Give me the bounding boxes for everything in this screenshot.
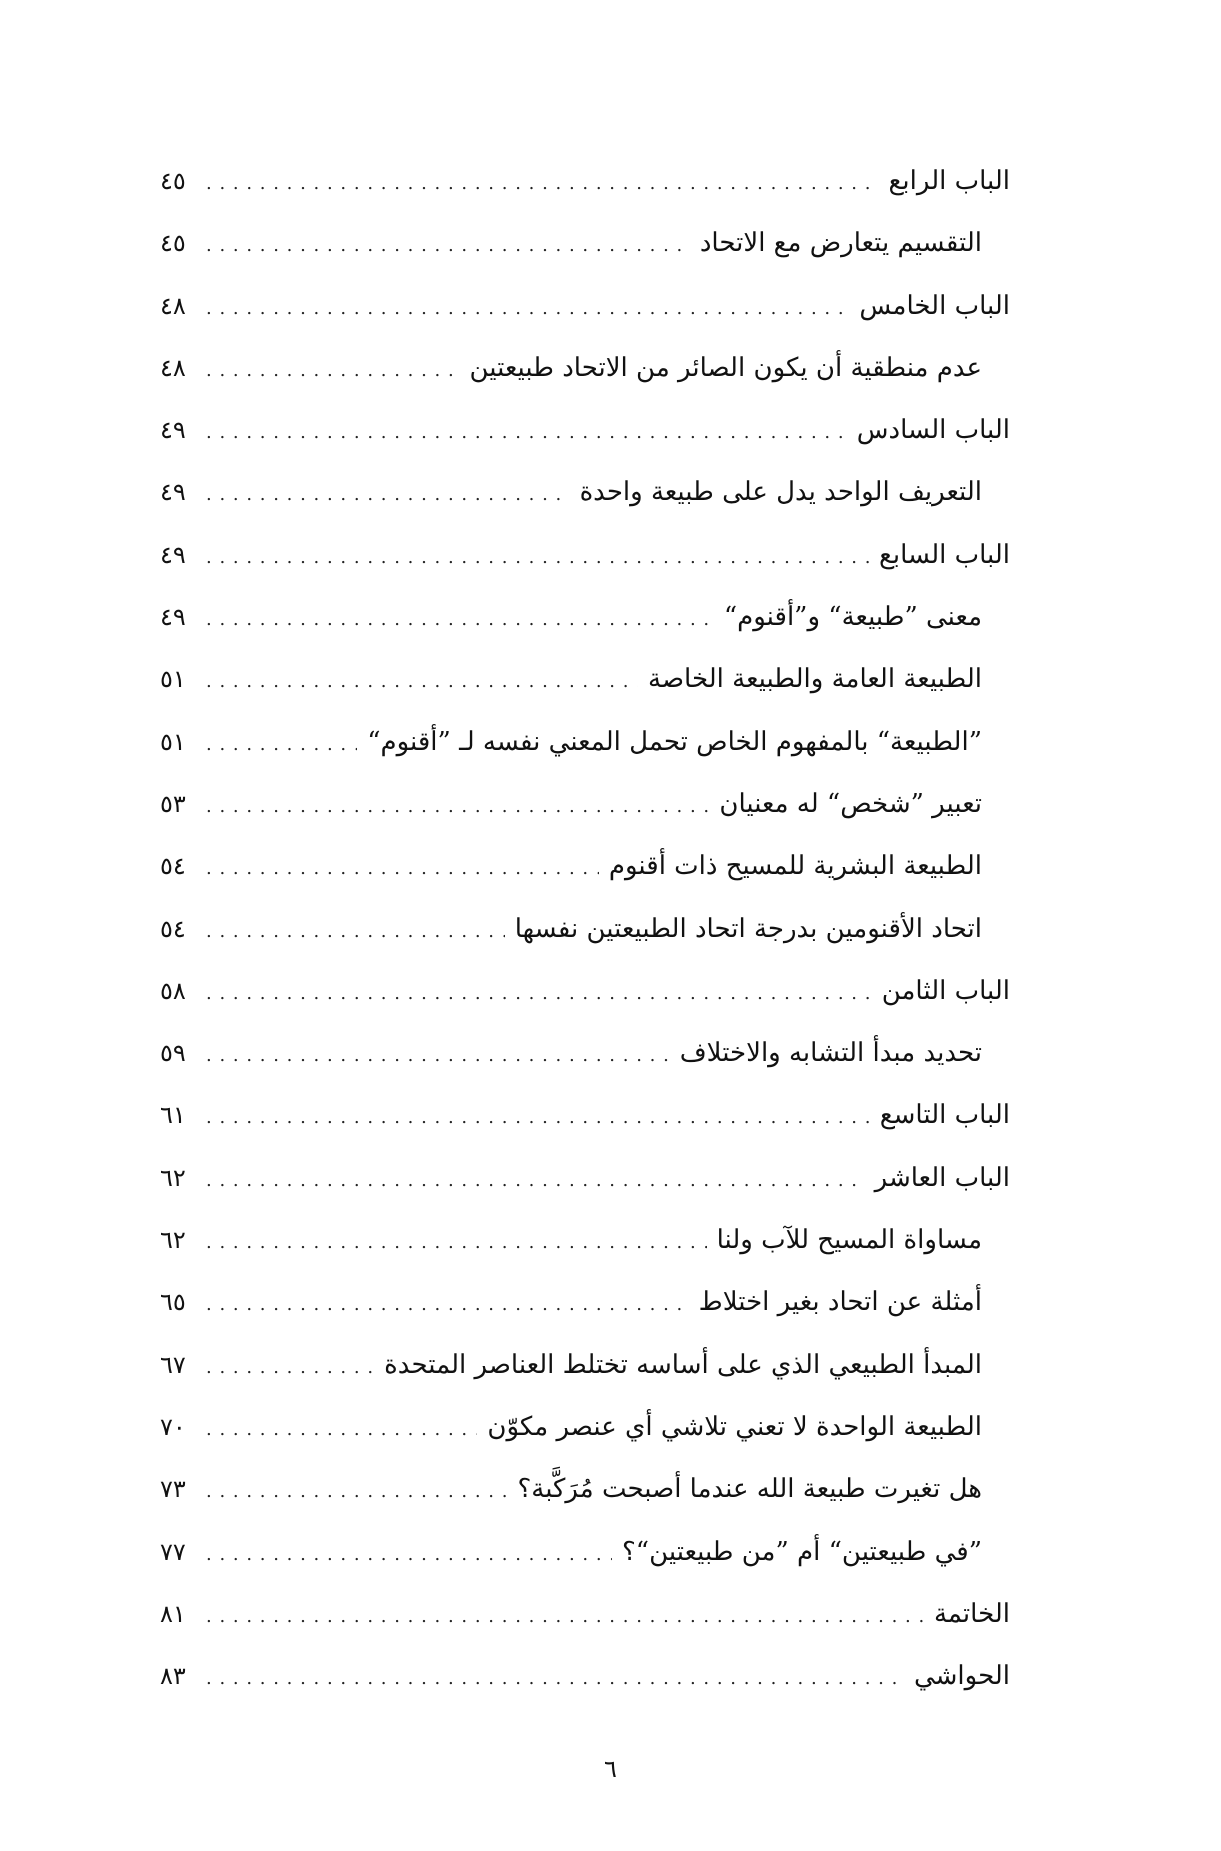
toc-entry-title: الطبيعة الواحدة لا تعني تلاشي أي عنصر مكوّن — [487, 1411, 982, 1442]
toc-entry-page: ٧٧ — [160, 1537, 186, 1566]
toc-entry-title: عدم منطقية أن يكون الصائر من الاتحاد طبيعتين — [469, 352, 982, 383]
dot-leader — [206, 1274, 689, 1336]
toc-entry — [160, 960, 1010, 1022]
toc-entry-page: ٤٩ — [160, 603, 186, 632]
toc-entry — [160, 1084, 1010, 1146]
toc-entry-page: ٤٨ — [160, 291, 186, 320]
toc-entry-title: التعريف الواحد يدل على طبيعة واحدة — [579, 477, 982, 508]
toc-entry — [160, 1645, 1010, 1707]
toc-entry — [160, 399, 1010, 461]
dot-leader — [206, 776, 709, 838]
dot-leader — [206, 1524, 612, 1586]
toc-entry-page: ٥٤ — [160, 914, 186, 943]
toc-entry-title: هل تغيرت طبيعة الله عندما أصبحت مُرَكَّبة؟ — [517, 1474, 982, 1505]
toc-entry — [160, 1521, 1010, 1583]
toc-entry-page: ٥٨ — [160, 976, 186, 1005]
toc-entry — [160, 1458, 1010, 1520]
toc-entry-title: الخاتمة — [933, 1598, 1010, 1629]
toc-entry-title: الطبيعة البشرية للمسيح ذات أقنوم — [608, 851, 982, 882]
toc-entry — [160, 524, 1010, 586]
toc-entry — [160, 275, 1010, 337]
dot-leader — [206, 464, 570, 526]
toc-entry-page: ٤٩ — [160, 478, 186, 507]
dot-leader — [206, 651, 638, 713]
toc-entry-page: ٤٥ — [160, 229, 186, 258]
table-of-contents — [160, 150, 1010, 1707]
dot-leader — [206, 153, 879, 215]
toc-entry-page: ٤٩ — [160, 540, 186, 569]
toc-entry-page: ٦٢ — [160, 1163, 186, 1192]
toc-entry-title: الطبيعة العامة والطبيعة الخاصة — [648, 664, 982, 695]
toc-entry — [160, 1271, 1010, 1333]
toc-entry-page: ٦٥ — [160, 1288, 186, 1317]
toc-entry-page: ٥١ — [160, 665, 186, 694]
dot-leader — [206, 1648, 904, 1710]
toc-entry — [160, 337, 1010, 399]
toc-entry — [160, 1022, 1010, 1084]
toc-entry-page: ٧٠ — [160, 1412, 186, 1441]
toc-entry — [160, 586, 1010, 648]
dot-leader — [206, 589, 714, 651]
toc-entry — [160, 648, 1010, 710]
dot-leader — [206, 1399, 477, 1461]
dot-leader — [206, 527, 869, 589]
dot-leader — [206, 1461, 507, 1523]
toc-entry-title: التقسيم يتعارض مع الاتحاد — [699, 228, 982, 259]
dot-leader — [206, 838, 599, 900]
dot-leader — [206, 1025, 670, 1087]
dot-leader — [206, 402, 847, 464]
toc-entry-page: ٥١ — [160, 727, 186, 756]
toc-entry-page: ٥٣ — [160, 789, 186, 818]
dot-leader — [206, 278, 849, 340]
toc-entry-title: الباب التاسع — [879, 1100, 1010, 1131]
toc-entry-title: ”الطبيعة“ بالمفهوم الخاص تحمل المعني نفسه لـ ”أقنوم“ — [367, 726, 982, 757]
toc-entry-page: ٤٥ — [160, 167, 186, 195]
toc-entry-title: تحديد مبدأ التشابه والاختلاف — [679, 1038, 982, 1069]
toc-entry-title: تعبير ”شخص“ له معنيان — [719, 788, 982, 819]
toc-entry — [160, 773, 1010, 835]
toc-entry-title: الباب الرابع — [888, 166, 1010, 196]
toc-entry-title: الحواشي — [913, 1661, 1010, 1692]
toc-entry — [160, 898, 1010, 960]
toc-entry — [160, 1583, 1010, 1645]
dot-leader — [206, 963, 872, 1025]
toc-entry — [160, 461, 1010, 523]
toc-entry-title: الباب السادس — [856, 415, 1010, 446]
dot-leader — [206, 215, 690, 277]
toc-entry-title: الباب الثامن — [881, 975, 1010, 1006]
toc-entry-title: الباب السابع — [879, 539, 1010, 570]
toc-entry — [160, 212, 1010, 274]
toc-entry — [160, 1209, 1010, 1271]
toc-entry-title: ”في طبيعتين“ أم ”من طبيعتين“؟ — [622, 1536, 982, 1567]
toc-entry-title: الباب الخامس — [859, 290, 1010, 321]
dot-leader — [206, 1586, 924, 1648]
toc-entry-page: ٦٧ — [160, 1350, 186, 1379]
toc-entry-page: ٤٩ — [160, 416, 186, 445]
page-number: ٦ — [604, 1755, 617, 1783]
toc-entry — [160, 150, 1010, 212]
dot-leader — [206, 714, 357, 776]
toc-entry-page: ٥٩ — [160, 1039, 186, 1068]
toc-entry-title: أمثلة عن اتحاد بغير اختلاط — [698, 1287, 982, 1318]
toc-entry-title: مساواة المسيح للآب ولنا — [716, 1225, 982, 1256]
dot-leader — [206, 1150, 865, 1212]
toc-entry-page: ٦١ — [160, 1101, 186, 1130]
dot-leader — [206, 340, 460, 402]
toc-entry-title: المبدأ الطبيعي الذي على أساسه تختلط العناصر المتحدة — [384, 1349, 982, 1380]
toc-entry-page: ٦٢ — [160, 1226, 186, 1255]
toc-entry-page: ٨١ — [160, 1599, 186, 1628]
dot-leader — [206, 1212, 707, 1274]
toc-entry-title: الباب العاشر — [874, 1162, 1010, 1193]
toc-entry-title: معنى ”طبيعة“ و”أقنوم“ — [723, 602, 982, 633]
toc-entry-page: ٥٤ — [160, 852, 186, 881]
toc-entry-title: اتحاد الأقنومين بدرجة اتحاد الطبيعتين نفسها — [514, 913, 982, 944]
toc-entry — [160, 1147, 1010, 1209]
dot-leader — [206, 1087, 870, 1149]
toc-entry — [160, 1396, 1010, 1458]
toc-entry — [160, 711, 1010, 773]
toc-entry-page: ٤٨ — [160, 353, 186, 382]
dot-leader — [206, 901, 505, 963]
toc-entry — [160, 1334, 1010, 1396]
toc-entry-page: ٨٣ — [160, 1662, 186, 1691]
toc-entry — [160, 835, 1010, 897]
dot-leader — [206, 1337, 374, 1399]
toc-entry-page: ٧٣ — [160, 1475, 186, 1504]
